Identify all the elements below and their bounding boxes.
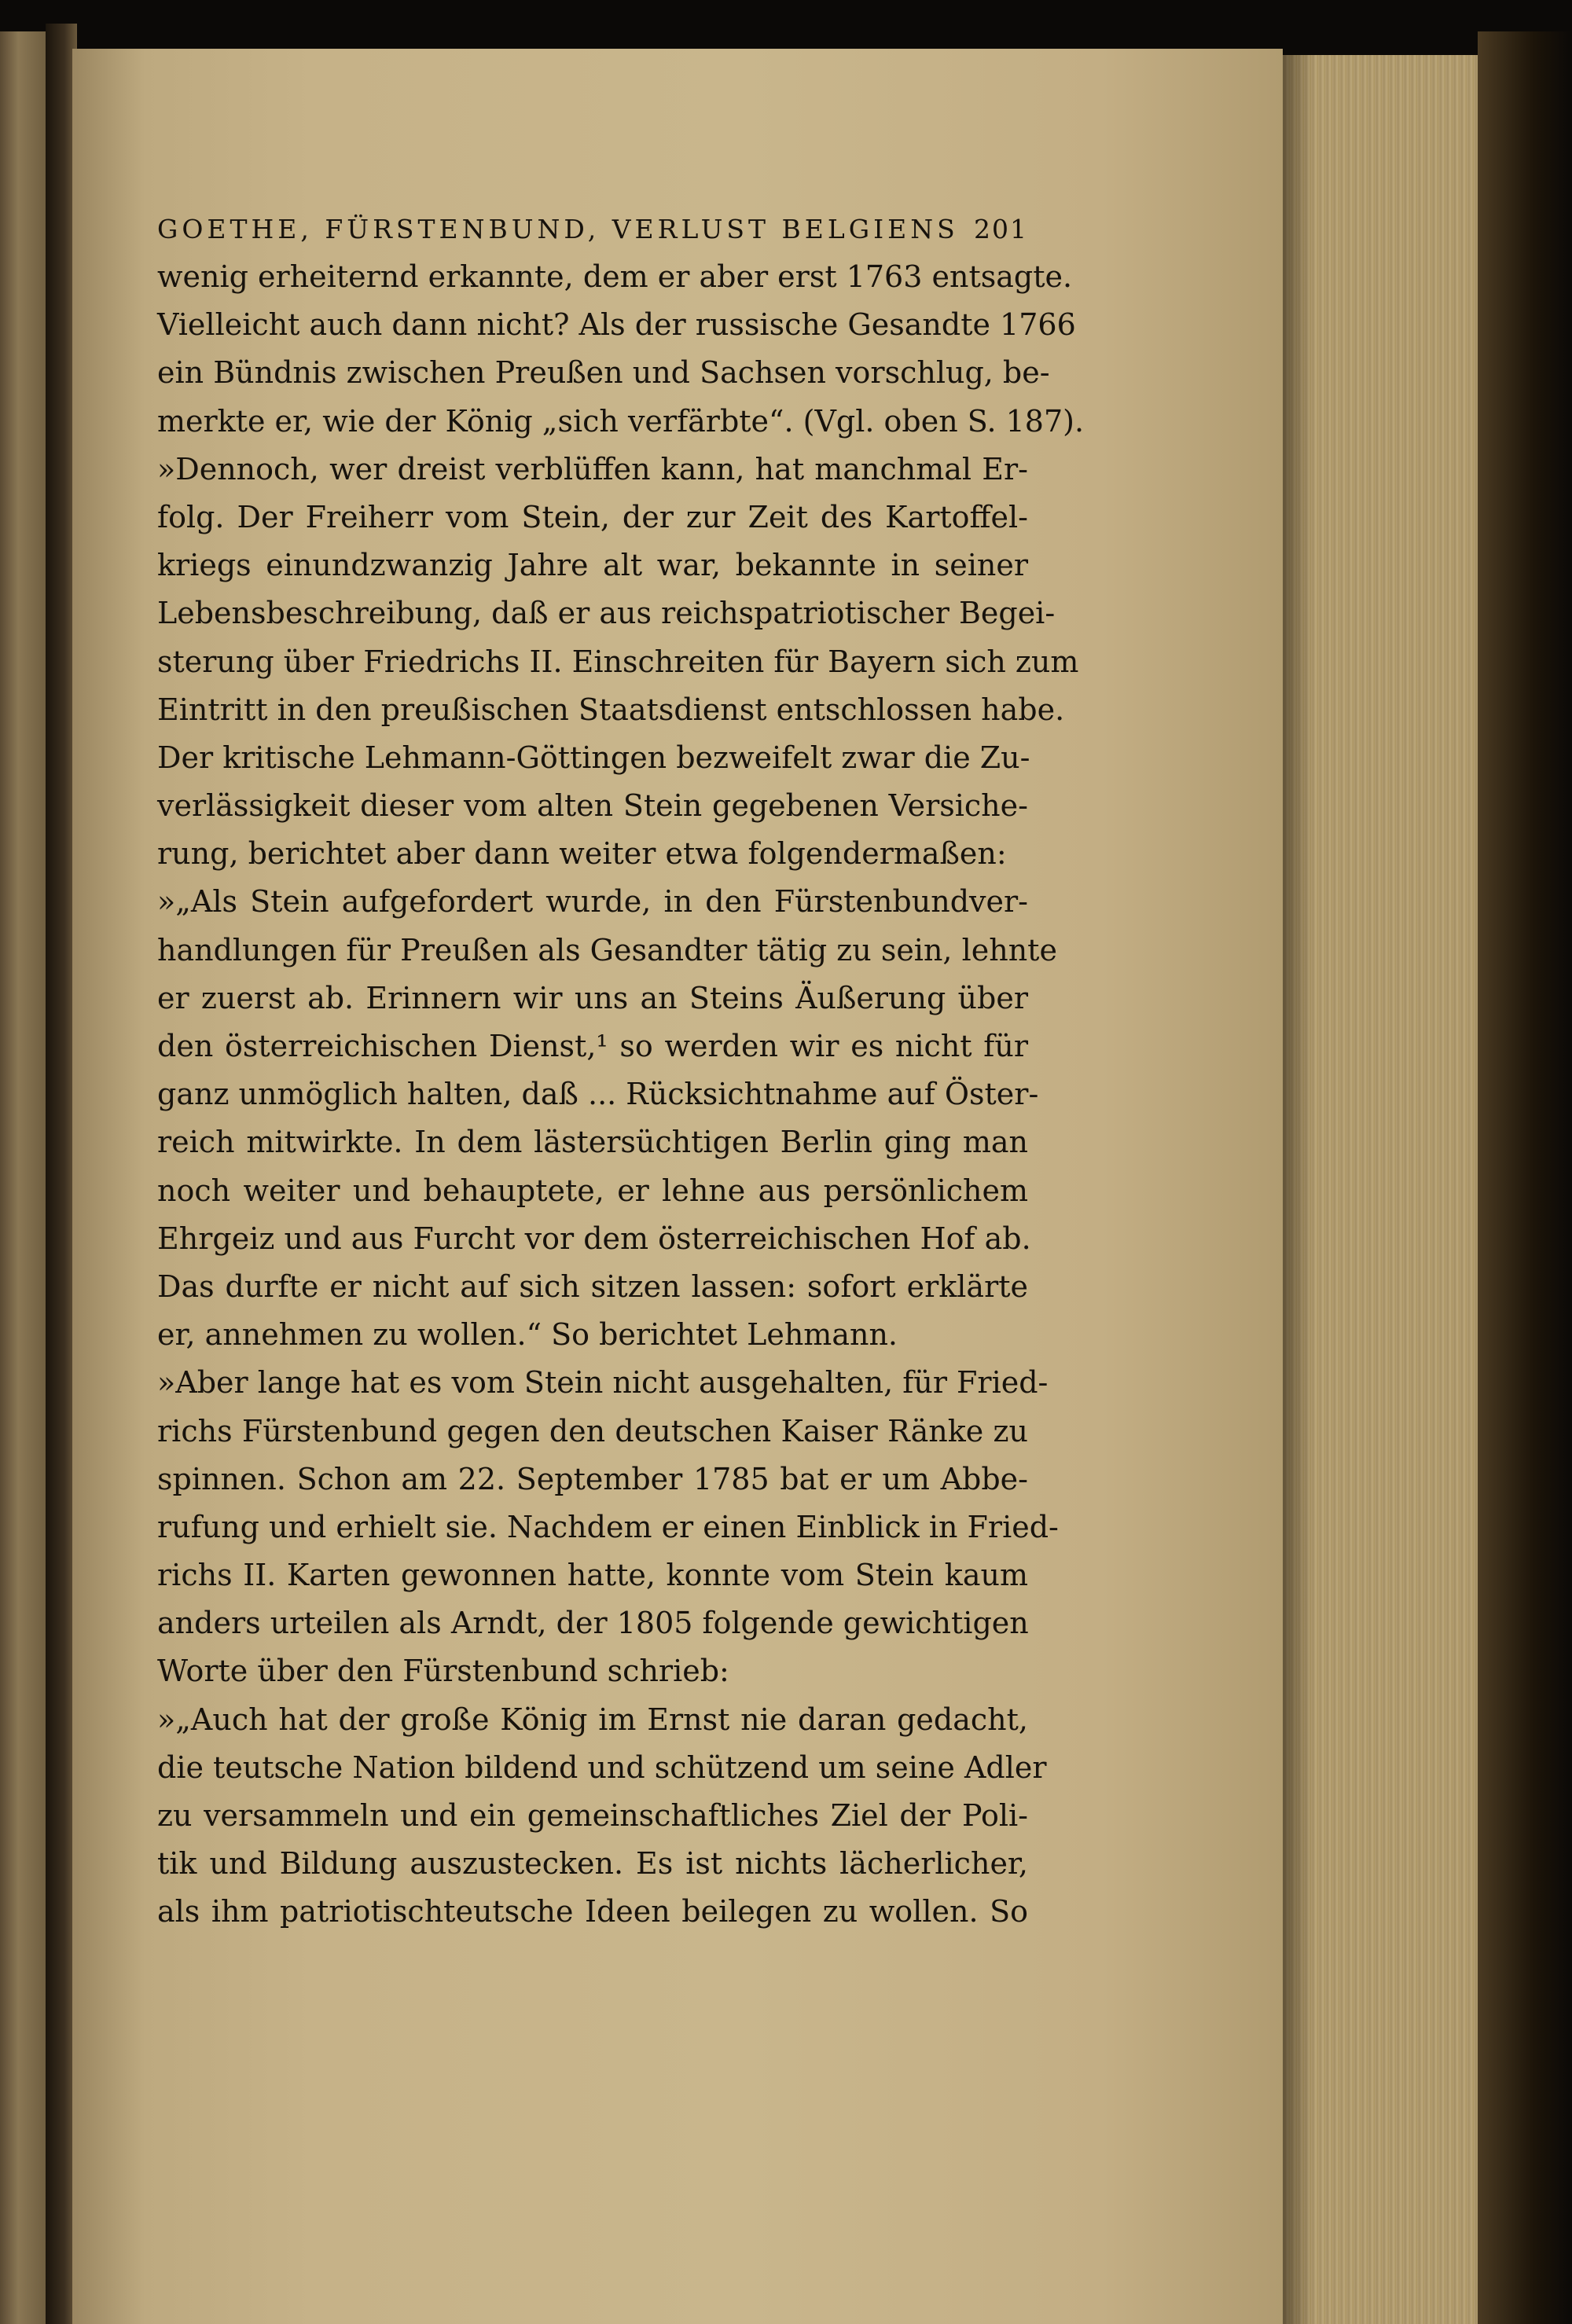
text-line: noch weiter und behauptete, er lehne aus persönlichem — [157, 1173, 1028, 1208]
text-line: anders urteilen als Arndt, der 1805 folgende gewichtigen — [157, 1606, 1029, 1641]
text-line: spinnen. Schon am 22. September 1785 bat er um Abbe- — [157, 1461, 1028, 1496]
page-edge-shadow — [1283, 55, 1314, 2324]
text-line: Worte über den Fürstenbund schrieb: — [157, 1654, 729, 1689]
page-number: 201 — [974, 214, 1028, 244]
text-line: Ehrgeiz und aus Furcht vor dem österreichischen Hof ab. — [157, 1221, 1031, 1256]
text-line: Lebensbeschreibung, daß er aus reichspatriotischer Begei- — [157, 596, 1056, 631]
text-line: »„Auch hat der große König im Ernst nie daran gedacht, — [157, 1702, 1028, 1737]
text-line: verlässigkeit dieser vom alten Stein gegebenen Versiche- — [157, 788, 1028, 824]
text-line: er zuerst ab. Erinnern wir uns an Steins Äußerung über — [157, 980, 1028, 1015]
text-line: rung, berichtet aber dann weiter etwa folgendermaßen: — [157, 836, 1007, 872]
text-line: reich mitwirkte. In dem lästersüchtigen Berlin ging man — [157, 1125, 1028, 1160]
text-line: zu versammeln und ein gemeinschaftliches Ziel der Poli- — [157, 1798, 1028, 1833]
text-line: sterung über Friedrichs II. Einschreiten für Bayern sich zum — [157, 644, 1079, 679]
left-page-edge — [0, 31, 46, 2324]
text-line: rufung und erhielt sie. Nachdem er einen Einblick in Fried- — [157, 1509, 1059, 1544]
text-line: »Dennoch, wer dreist verblüffen kann, hat manchmal Er- — [157, 451, 1028, 486]
text-line: ein Bündnis zwischen Preußen und Sachsen vorschlug, be- — [157, 355, 1050, 391]
text-line: handlungen für Preußen als Gesandter tätig zu sein, lehnte — [157, 932, 1057, 967]
text-line: ganz unmöglich halten, daß ... Rücksichtnahme auf Öster- — [157, 1077, 1039, 1112]
body-text — [157, 253, 1085, 1937]
text-line: wenig erheiternd erkannte, dem er aber erst 1763 entsagte. — [157, 259, 1073, 294]
text-line: Der kritische Lehmann-Göttingen bezweifelt zwar die Zu- — [157, 740, 1030, 775]
text-line: Eintritt in den preußischen Staatsdienst entschlossen habe. — [157, 692, 1065, 727]
text-line: merkte er, wie der König „sich verfärbte“. (Vgl. oben S. 187). — [157, 403, 1085, 439]
text-line: als ihm patriotischteutsche Ideen beilegen zu wollen. So — [157, 1894, 1028, 1929]
text-line: den österreichischen Dienst,¹ so werden wir es nicht für — [157, 1029, 1028, 1063]
text-line: er, annehmen zu wollen.“ So berichtet Lehmann. — [157, 1317, 898, 1353]
text-line: »„Als Stein aufgefordert wurde, in den Fürstenbundver- — [157, 884, 1028, 920]
text-line: kriegs einundzwanzig Jahre alt war, bekannte in seiner — [157, 548, 1028, 583]
text-line: Vielleicht auch dann nicht? Als der russische Gesandte 1766 — [157, 307, 1076, 343]
book-cover-edge — [1478, 31, 1572, 2324]
text-line: folg. Der Freiherr vom Stein, der zur Zeit des Kartoffel- — [157, 499, 1028, 534]
text-line: richs Fürstenbund gegen den deutschen Kaiser Ränke zu — [157, 1413, 1028, 1448]
running-head — [157, 206, 1028, 253]
text-line: die teutsche Nation bildend und schützend um seine Adler — [157, 1749, 1047, 1785]
text-line: »Aber lange hat es vom Stein nicht ausgehalten, für Fried- — [157, 1365, 1049, 1401]
text-line: Das durfte er nicht auf sich sitzen lassen: sofort erklärte — [157, 1268, 1028, 1304]
text-line: richs II. Karten gewonnen hatte, konnte vom Stein kaum — [157, 1558, 1028, 1593]
running-head-title: GOETHE, FÜRSTENBUND, VERLUST BELGIENS — [157, 214, 959, 244]
text-line: tik und Bildung auszustecken. Es ist nichts lächerlicher, — [157, 1846, 1028, 1882]
page-text-block — [157, 206, 1085, 1937]
